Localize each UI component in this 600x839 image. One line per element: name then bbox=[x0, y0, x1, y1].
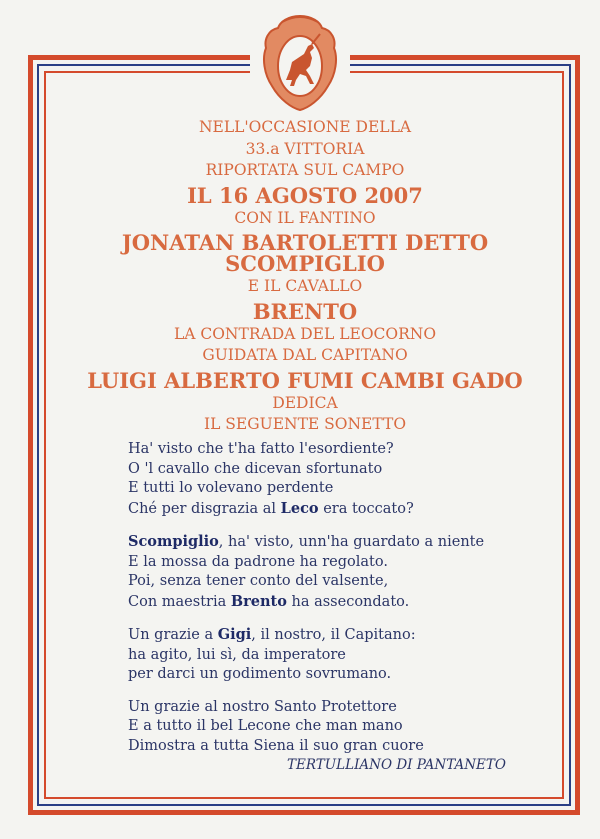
unicorn-crest-icon bbox=[262, 14, 338, 112]
poem-line: Poi, senza tener conto del valsente, bbox=[128, 573, 389, 589]
brento-emphasis: Brento bbox=[230, 592, 287, 610]
header-line: CON IL FANTINO bbox=[234, 208, 376, 227]
sonnet bbox=[128, 440, 484, 756]
poem-line: ha agito, lui sì, da imperatore bbox=[128, 646, 346, 663]
victory-date: IL 16 AGOSTO 2007 bbox=[187, 182, 423, 208]
jockey-name: JONATAN BARTOLETTI DETTO SCOMPIGLIO bbox=[121, 230, 489, 276]
poem-line: Dimostra a tutta Siena il suo gran cuore bbox=[128, 737, 424, 754]
header-line: E IL CAVALLO bbox=[247, 277, 363, 295]
poem-line: E a tutto il bel Lecone che man mano bbox=[128, 718, 403, 734]
header-line: IL SEGUENTE SONETTO bbox=[203, 415, 407, 433]
poem-line: Con maestria Brento ha assecondato. bbox=[128, 592, 410, 610]
header-line: LA CONTRADA DEL LEOCORNO bbox=[173, 324, 437, 343]
horse-name: BRENTO bbox=[252, 298, 358, 324]
author-signature: TERTULLIANO DI PANTANETO bbox=[287, 757, 506, 773]
header-line: GUIDATA DAL CAPITANO bbox=[202, 346, 408, 364]
poem-line: Un grazie a Gigi, il nostro, il Capitano: bbox=[128, 626, 416, 643]
captain-name: LUIGI ALBERTO FUMI CAMBI GADO bbox=[87, 367, 523, 393]
header-line: RIPORTATA SUL CAMPO bbox=[205, 161, 405, 179]
gigi-emphasis: Gigi bbox=[217, 626, 252, 643]
header-line: NELL'OCCASIONE DELLA bbox=[198, 118, 412, 136]
poem-line: per darci un godimento sovrumano. bbox=[128, 666, 392, 682]
leco-emphasis: Leco bbox=[280, 499, 319, 517]
poem-line: Un grazie al nostro Santo Protettore bbox=[128, 698, 397, 715]
poem-line: Ché per disgrazia al Leco era toccato? bbox=[128, 499, 414, 517]
poem-line: O 'l cavallo che dicevan sfortunato bbox=[128, 460, 383, 477]
poem-line: E tutti lo volevano perdente bbox=[128, 480, 334, 496]
dedication-header bbox=[60, 120, 550, 439]
header-line: 33.a VITTORIA bbox=[245, 139, 365, 158]
poem-line: Scompiglio, ha' visto, unn'ha guardato a niente bbox=[128, 533, 485, 550]
scompiglio-emphasis: Scompiglio bbox=[128, 533, 219, 550]
poem-line: Ha' visto che t'ha fatto l'esordiente? bbox=[128, 441, 394, 457]
header-line: DEDICA bbox=[272, 393, 338, 412]
poem-line: E la mossa da padrone ha regolato. bbox=[128, 553, 388, 570]
